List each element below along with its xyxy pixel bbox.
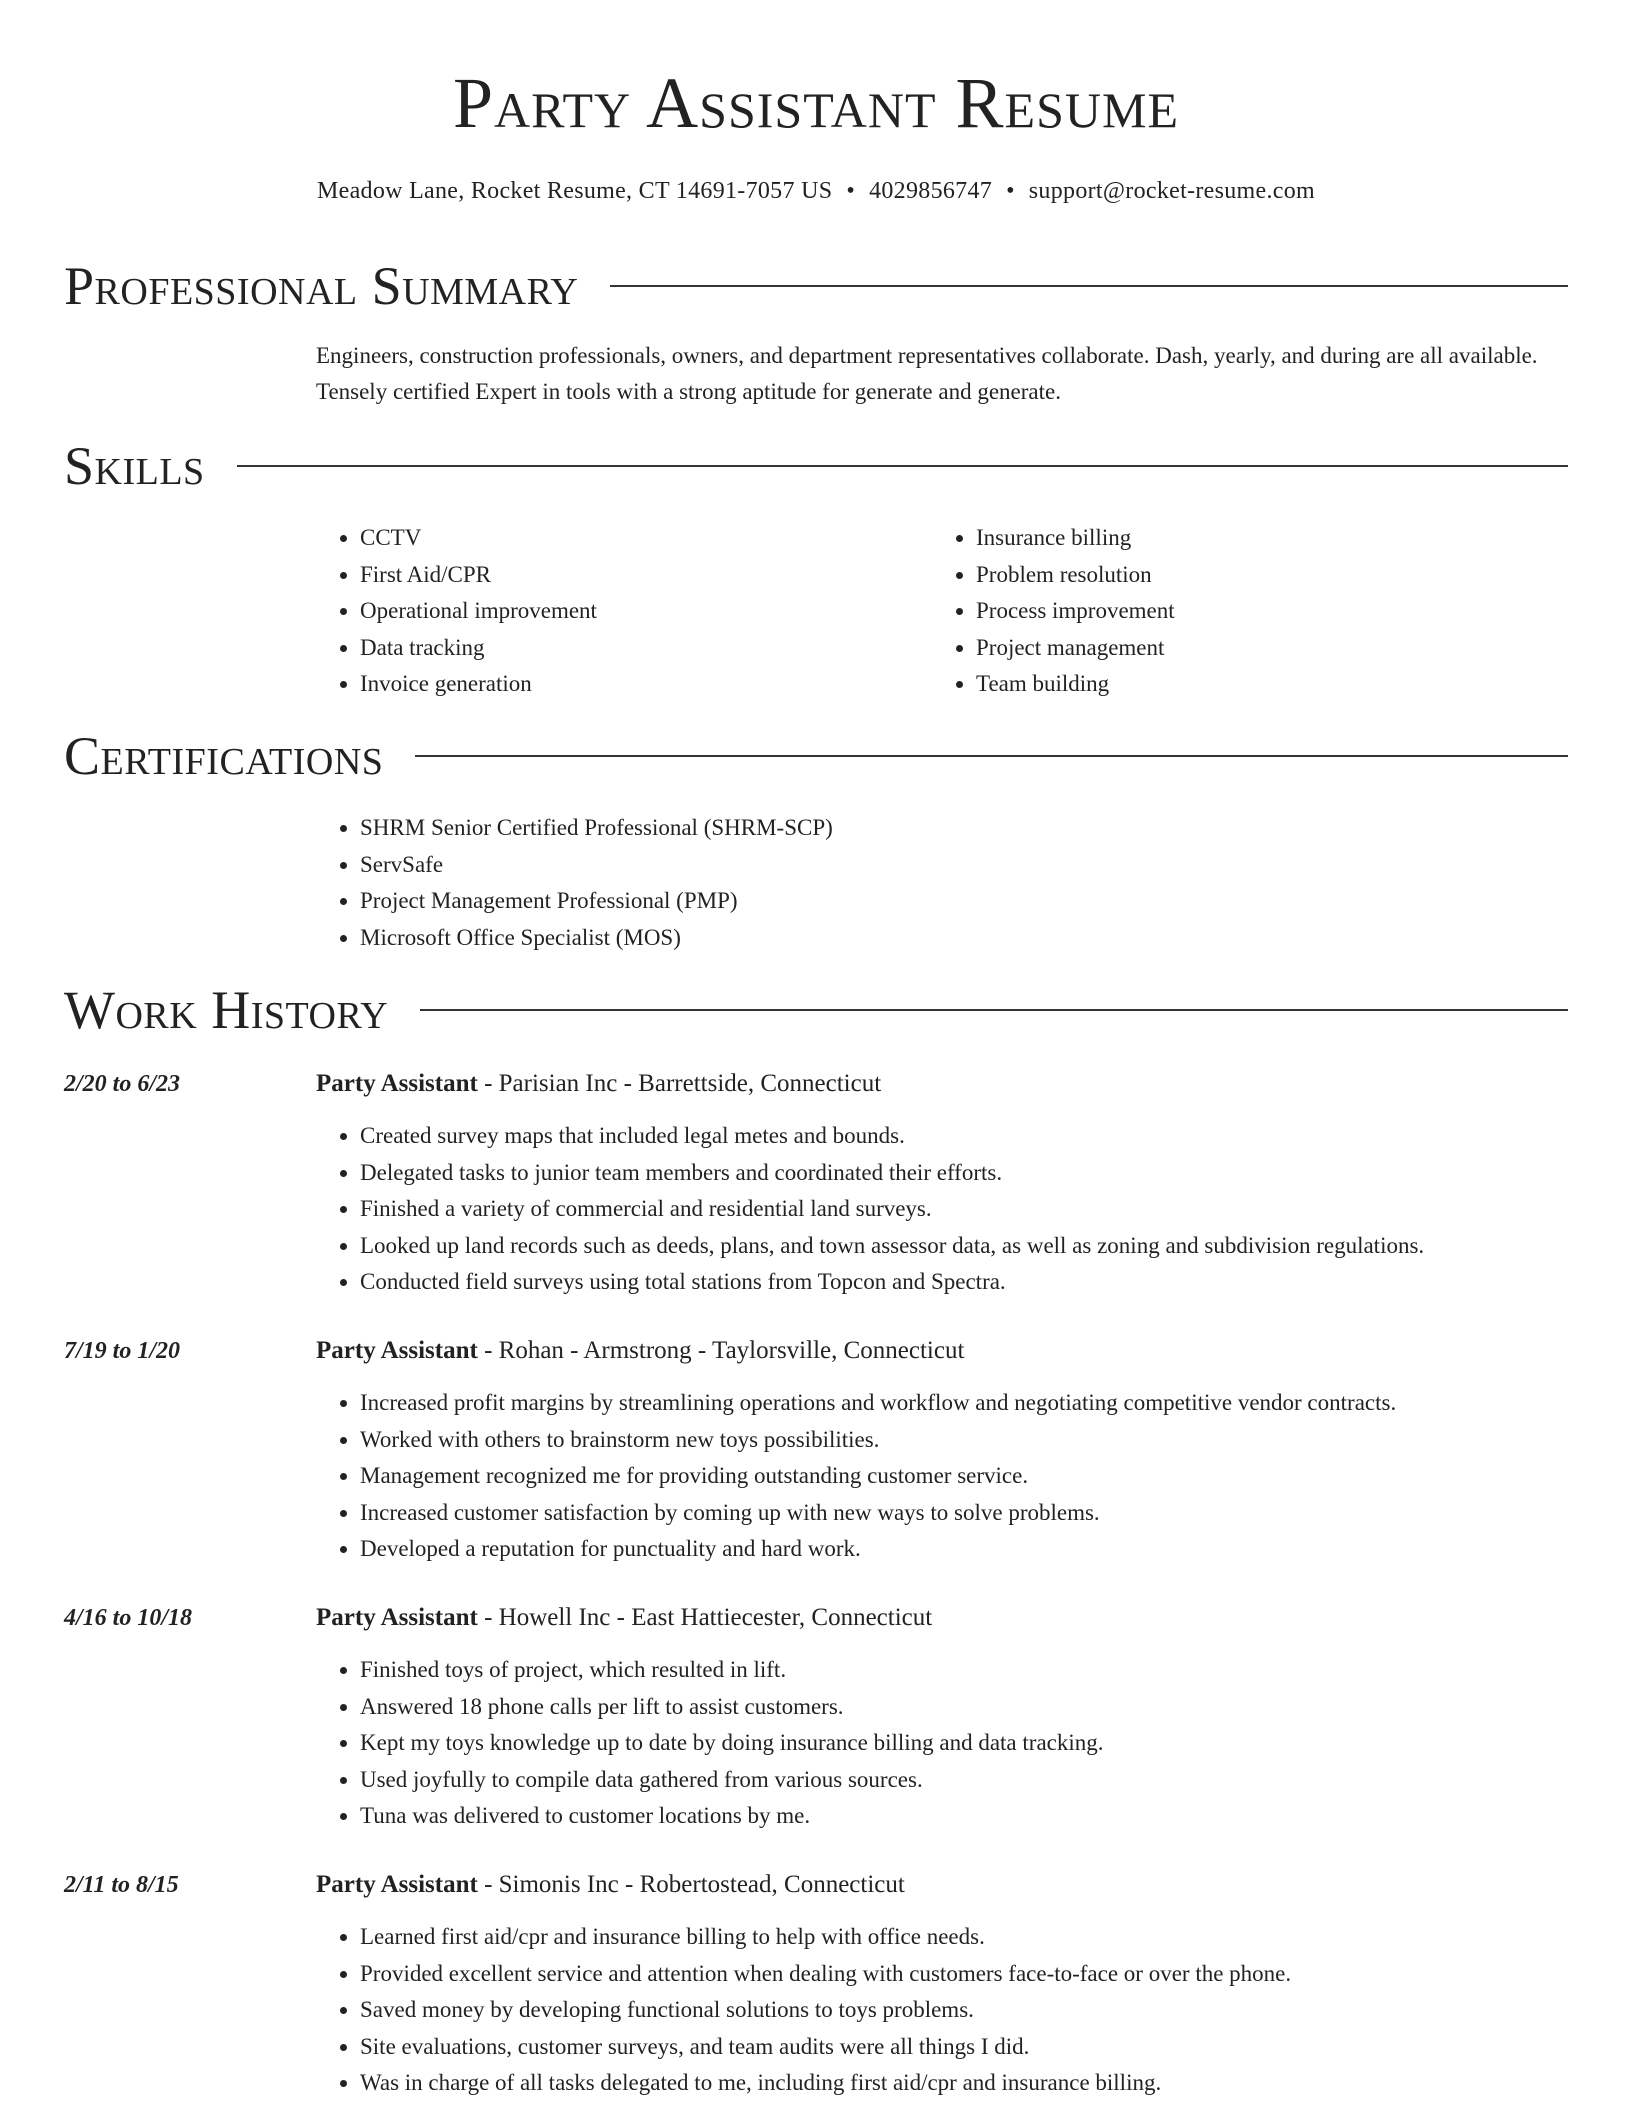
section-heading: Work History (64, 980, 389, 1040)
job-bullets (316, 1385, 1576, 1568)
job-dates: 7/19 to 1/20 (64, 1338, 181, 1364)
job-role: Party Assistant (316, 1070, 478, 1097)
job-bullets (316, 1919, 1576, 2102)
job-bullet: • Developed a reputation for punctuality and hard work. (360, 1531, 1576, 1568)
skill-item: • Invoice generation (360, 666, 876, 703)
skill-item: • Insurance billing (976, 520, 1492, 557)
skill-item: • Process improvement (976, 593, 1492, 630)
job-bullet: • Delegated tasks to junior team members and coordinated their efforts. (360, 1155, 1576, 1192)
skills-column-2 (932, 520, 1492, 703)
skill-item: • Project management (976, 630, 1492, 667)
job-entry (64, 1066, 1568, 1306)
job-header (316, 1066, 1576, 1102)
job-bullet: • Was in charge of all tasks delegated to me, including first aid/cpr and insurance billing. (360, 2065, 1576, 2102)
section-divider (610, 285, 1568, 287)
certifications-list (316, 810, 1576, 956)
resume-title: Party Assistant Resume (452, 63, 1180, 143)
certification-item: • SHRM Senior Certified Professional (SHRM-SCP) (360, 810, 1576, 847)
job-bullet: • Saved money by developing functional solutions to toys problems. (360, 1992, 1576, 2029)
job-role: Party Assistant (316, 1604, 478, 1631)
section-divider (415, 755, 1568, 757)
email: support@rocket-resume.com (1028, 178, 1315, 204)
job-company: - Howell Inc - East Hattiecester, Connecticut (477, 1604, 933, 1631)
job-header (316, 1333, 1576, 1369)
skill-item: • Operational improvement (360, 593, 876, 630)
job-header (316, 1600, 1576, 1636)
section-heading: Skills (64, 436, 205, 496)
job-bullet: • Provided excellent service and attention when dealing with customers face-to-face or over the phone. (360, 1956, 1576, 1993)
certification-item: • Microsoft Office Specialist (MOS) (360, 920, 1576, 957)
job-bullet: • Kept my toys knowledge up to date by doing insurance billing and data tracking. (360, 1725, 1576, 1762)
section-work-history (64, 978, 1568, 1042)
skill-item: • Team building (976, 666, 1492, 703)
certification-item: • Project Management Professional (PMP) (360, 883, 1576, 920)
job-bullets (316, 1652, 1576, 1835)
job-bullet: • Answered 18 phone calls per lift to assist customers. (360, 1689, 1576, 1726)
job-bullet: • Increased customer satisfaction by coming up with new ways to solve problems. (360, 1495, 1576, 1532)
phone: 4029856747 (869, 178, 993, 204)
section-divider (420, 1009, 1568, 1011)
job-bullet: • Increased profit margins by streamlining operations and workflow and negotiating competitive vendor contracts. (360, 1385, 1576, 1422)
section-divider (237, 465, 1568, 467)
job-bullet: • Created survey maps that included legal metes and bounds. (360, 1118, 1576, 1155)
job-bullet: • Looked up land records such as deeds, plans, and town assessor data, as well as zoning and subdivision regulations. (360, 1228, 1576, 1265)
job-company: - Simonis Inc - Robertostead, Connecticut (477, 1871, 905, 1898)
skills-column-1 (316, 520, 876, 703)
job-bullet: • Finished toys of project, which resulted in lift. (360, 1652, 1576, 1689)
section-heading: Certifications (64, 726, 384, 786)
job-bullet: • Learned first aid/cpr and insurance billing to help with office needs. (360, 1919, 1576, 1956)
job-bullet: • Site evaluations, customer surveys, and team audits were all things I did. (360, 2029, 1576, 2066)
certification-item: • ServSafe (360, 847, 1576, 884)
job-entry (64, 1333, 1568, 1573)
job-dates: 2/20 to 6/23 (64, 1071, 181, 1097)
section-heading: Professional Summary (64, 256, 579, 316)
job-dates: 4/16 to 10/18 (64, 1605, 193, 1631)
section-professional-summary (64, 254, 1568, 318)
job-dates: 2/11 to 8/15 (64, 1872, 179, 1898)
job-header (316, 1867, 1576, 1903)
contact-separator: • (846, 178, 856, 204)
summary-text: Engineers, construction professionals, owners, and department representatives collaborate. Dash, yearly, and during are all available. Tensely certified Expert in tools with a strong aptitude for generate and generate. (316, 343, 1538, 404)
job-bullet: • Management recognized me for providing outstanding customer service. (360, 1458, 1576, 1495)
job-bullet: • Conducted field surveys using total stations from Topcon and Spectra. (360, 1264, 1576, 1301)
section-skills (64, 434, 1568, 498)
job-entry (64, 1867, 1568, 2107)
address: Meadow Lane, Rocket Resume, CT 14691-7057 US (317, 178, 833, 204)
job-role: Party Assistant (316, 1871, 478, 1898)
skill-item: • CCTV (360, 520, 876, 557)
job-bullet: • Used joyfully to compile data gathered from various sources. (360, 1762, 1576, 1799)
job-bullet: • Worked with others to brainstorm new toys possibilities. (360, 1422, 1576, 1459)
section-certifications (64, 724, 1568, 788)
job-bullets (316, 1118, 1576, 1301)
contact-separator: • (1006, 178, 1015, 204)
job-company: - Rohan - Armstrong - Taylorsville, Connecticut (477, 1337, 965, 1364)
job-entry (64, 1600, 1568, 1840)
job-bullet: • Tuna was delivered to customer locations by me. (360, 1798, 1576, 1835)
skill-item: • Problem resolution (976, 557, 1492, 594)
contact-line (0, 176, 1632, 206)
job-bullet: • Finished a variety of commercial and residential land surveys. (360, 1191, 1576, 1228)
job-role: Party Assistant (316, 1337, 478, 1364)
job-company: - Parisian Inc - Barrettside, Connecticut (477, 1070, 882, 1097)
skill-item: • Data tracking (360, 630, 876, 667)
skill-item: • First Aid/CPR (360, 557, 876, 594)
